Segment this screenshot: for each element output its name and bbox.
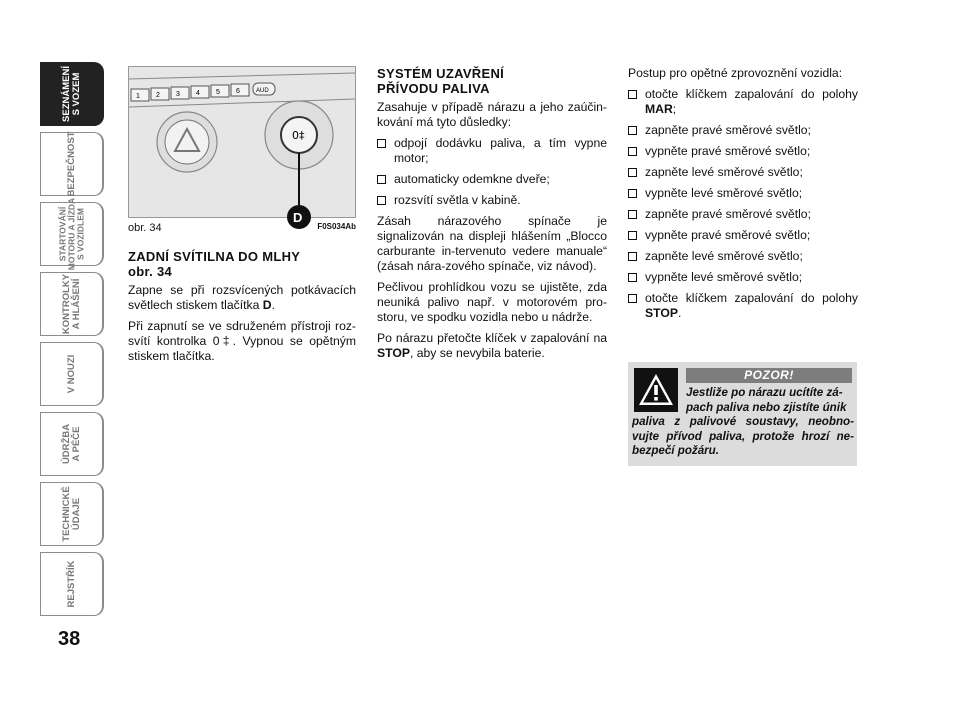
warning-text bbox=[632, 386, 854, 459]
list-item-text: zapněte pravé směrové světlo; bbox=[645, 123, 811, 137]
fuel-cutoff-section bbox=[377, 66, 607, 367]
list-item bbox=[628, 207, 858, 222]
list-item bbox=[628, 123, 858, 138]
list-item-text: vypněte levé směrové světlo; bbox=[645, 186, 803, 200]
paragraph: Pečlivou prohlídkou vozu se ujistěte, zda neuniká palivo např. v motorovém pro-storu, ve spodku vozidla nebo u nádrže. bbox=[377, 280, 607, 324]
warning-line: Jestliže po nárazu ucítíte zá- bbox=[686, 386, 843, 399]
section-title-text: ZADNÍ SVÍTILNA DO MLHY bbox=[128, 249, 301, 264]
section-title-text: PŘÍVODU PALIVA bbox=[377, 81, 490, 96]
radio-key-label: 5 bbox=[216, 89, 220, 96]
list-item-text: automaticky odemkne dveře; bbox=[394, 172, 550, 186]
tab-label: SEZNÁMENÍ S VOZEM bbox=[60, 66, 82, 122]
restart-procedure-section bbox=[628, 66, 858, 327]
bullet-box-icon bbox=[377, 139, 386, 148]
list-item-text: vypněte pravé směrové světlo; bbox=[645, 144, 811, 158]
key-position: STOP bbox=[645, 306, 678, 320]
list-item-text: vypněte pravé směrové světlo; bbox=[645, 228, 811, 242]
warning-title: POZOR! bbox=[686, 368, 852, 383]
bullet-box-icon bbox=[628, 90, 637, 99]
list-item bbox=[628, 144, 858, 159]
tab-technicke-udaje[interactable] bbox=[40, 482, 104, 546]
page-number: 38 bbox=[58, 628, 81, 650]
list-item-text: otočte klíčkem zapalování do polohy bbox=[645, 291, 858, 305]
dashboard-figure bbox=[128, 66, 356, 225]
tab-label: KONTROLKY A HLÁŠENÍ bbox=[60, 273, 82, 335]
radio-key-label: AUD bbox=[256, 88, 269, 94]
effects-list bbox=[377, 136, 607, 208]
bullet-box-icon bbox=[628, 168, 637, 177]
paragraph: Zásah nárazového spínače je signalizován na displeji hlášením „Blocco carburante in-tervenuto vedere manuale“ (zásah nára-zového spínače, viz návod). bbox=[377, 214, 607, 273]
list-item-text: vypněte levé směrové světlo; bbox=[645, 270, 803, 284]
tab-label: V NOUZI bbox=[65, 354, 77, 394]
text: , aby se nevybila baterie. bbox=[409, 346, 545, 360]
bullet-box-icon bbox=[628, 210, 637, 219]
list-item bbox=[628, 87, 858, 117]
list-item bbox=[628, 291, 858, 321]
bullet-box-icon bbox=[628, 126, 637, 135]
figure-caption bbox=[128, 222, 356, 236]
bullet-box-icon bbox=[628, 273, 637, 282]
text: Po nárazu přetočte klíček v zapalování na bbox=[377, 331, 607, 345]
radio-key-label: 3 bbox=[176, 91, 180, 98]
tab-label: TECHNICKÉ ÚDAJE bbox=[60, 486, 82, 542]
button-ref: D bbox=[262, 298, 272, 312]
list-item-text: rozsvítí světla v kabině. bbox=[394, 193, 521, 207]
list-item bbox=[628, 249, 858, 264]
tab-rejstrik[interactable] bbox=[40, 552, 104, 616]
radio-key-label: 2 bbox=[156, 92, 160, 99]
paragraph bbox=[128, 283, 356, 313]
rear-fog-light-icon: 0‡ bbox=[292, 129, 305, 142]
bullet-box-icon bbox=[377, 175, 386, 184]
paragraph bbox=[377, 331, 607, 361]
text: Zapne se při rozsvícených potkávacích světlech stiskem tlačítka bbox=[128, 283, 356, 312]
hazard-button bbox=[157, 112, 217, 172]
tab-udrzba[interactable] bbox=[40, 412, 104, 476]
tab-startovani[interactable] bbox=[40, 197, 104, 271]
tab-bezpecnost[interactable] bbox=[40, 132, 104, 196]
warning-line: pach paliva nebo zjistíte únik bbox=[686, 400, 847, 414]
rear-fog-section bbox=[128, 249, 356, 370]
list-item bbox=[628, 165, 858, 180]
text: . bbox=[271, 298, 275, 312]
list-item-text: otočte klíčkem zapalování do polohy bbox=[645, 87, 858, 101]
tab-label: ÚDRŽBA A PÉČE bbox=[60, 423, 82, 465]
callout-letter: D bbox=[293, 210, 303, 225]
dashboard-illustration bbox=[129, 67, 355, 225]
text: ; bbox=[672, 102, 677, 116]
tab-label: REJSTŘÍK bbox=[65, 560, 77, 608]
section-title bbox=[128, 249, 356, 279]
section-title-text: SYSTÉM UZAVŘENÍ bbox=[377, 66, 505, 81]
tab-label: STARTOVÁNÍ MOTORU A JÍZDA S VOZIDLEM bbox=[57, 197, 85, 271]
tab-kontrolky[interactable] bbox=[40, 272, 104, 336]
list-item-text: odpojí dodávku paliva, a tím vypne motor; bbox=[394, 136, 607, 165]
radio-key-label: 1 bbox=[136, 93, 140, 100]
tab-v-nouzi[interactable] bbox=[40, 342, 104, 406]
section-title-ref: obr. 34 bbox=[128, 264, 173, 279]
list-item bbox=[628, 270, 858, 285]
paragraph: Postup pro opětné zprovoznění vozidla: bbox=[628, 66, 843, 80]
bullet-box-icon bbox=[628, 147, 637, 156]
tab-seznameni[interactable] bbox=[40, 62, 104, 126]
bullet-box-icon bbox=[628, 231, 637, 240]
radio-key-label: 6 bbox=[236, 88, 240, 95]
section-title bbox=[377, 66, 607, 96]
key-position: STOP bbox=[377, 346, 410, 360]
list-item bbox=[628, 186, 858, 201]
list-item bbox=[377, 136, 607, 166]
paragraph: Při zapnutí se ve sdruženém přístroji roz-svítí kontrolka 0‡. Vypnou se opětným stiskem tlačítka. bbox=[128, 319, 356, 363]
figure-number: obr. 34 bbox=[128, 222, 162, 234]
key-position: MAR bbox=[645, 102, 673, 116]
list-item-text: zapněte levé směrové světlo; bbox=[645, 165, 803, 179]
radio-key-label: 4 bbox=[196, 90, 200, 97]
bullet-box-icon bbox=[628, 252, 637, 261]
list-item bbox=[377, 172, 607, 187]
warning-box bbox=[628, 362, 857, 466]
steps-list bbox=[628, 87, 858, 321]
bullet-box-icon bbox=[628, 189, 637, 198]
list-item bbox=[377, 193, 607, 208]
tab-label: BEZPEČNOST bbox=[65, 131, 77, 197]
text: . bbox=[677, 306, 682, 320]
list-item-text: zapněte pravé směrové světlo; bbox=[645, 207, 811, 221]
figure-code: F0S034Ab bbox=[317, 222, 356, 231]
bullet-box-icon bbox=[377, 196, 386, 205]
list-item-text: zapněte levé směrové světlo; bbox=[645, 249, 803, 263]
list-item bbox=[628, 228, 858, 243]
warning-line: paliva z palivové soustavy, neobno-vujte přívod paliva, protože hrozí ne-bezpečí požáru. bbox=[632, 415, 854, 457]
bullet-box-icon bbox=[628, 294, 637, 303]
paragraph: Zasahuje v případě nárazu a jeho zaúčin-kování má tyto důsledky: bbox=[377, 100, 607, 129]
